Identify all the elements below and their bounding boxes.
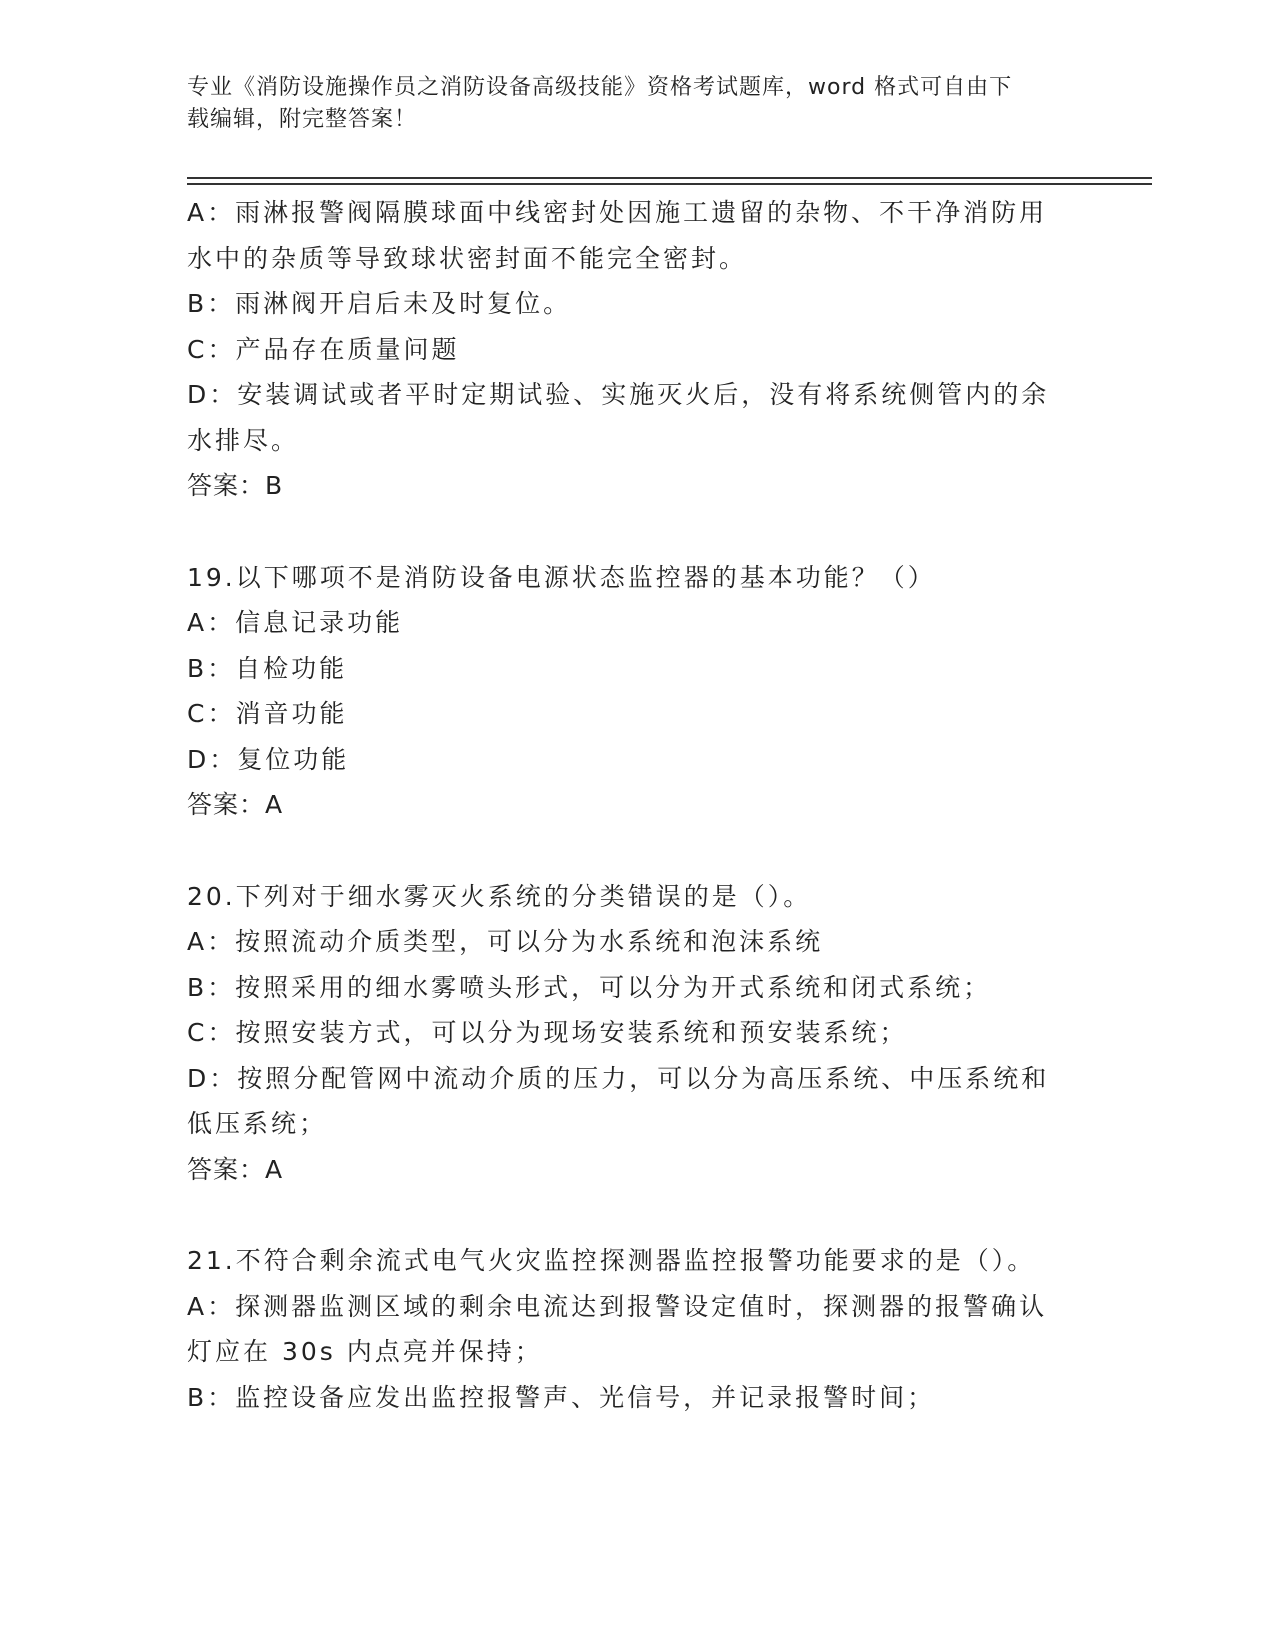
option-d: D：复位功能 xyxy=(187,744,350,774)
option-d-line-2: 低压系统； xyxy=(187,1109,328,1138)
option-a: A：按照流动介质类型，可以分为水系统和泡沫系统 xyxy=(187,927,824,956)
answer: 答案：B xyxy=(187,471,284,500)
question-text: 21.不符合剩余流式电气火灾监控探测器监控报警功能要求的是（）。 xyxy=(187,1246,1036,1275)
header-divider-bottom xyxy=(187,183,1152,185)
spacer xyxy=(187,828,1087,874)
question-19-block xyxy=(187,555,1087,828)
option-d-line-2: 水排尽。 xyxy=(187,425,300,455)
option-c: C：消音功能 xyxy=(187,699,348,728)
option-a-line-2: 水中的杂质等导致球状密封面不能完全密封。 xyxy=(187,243,748,273)
option-a-line-1: A：雨淋报警阀隔膜球面中线密封处因施工遗留的杂物、不干净消防用 xyxy=(187,198,1048,227)
header-line-1: 专业《消防设施操作员之消防设备高级技能》资格考试题库，word 格式可自由下 xyxy=(187,75,1013,100)
option-a-line-1: A：探测器监测区域的剩余电流达到报警设定值时，探测器的报警确认 xyxy=(187,1291,1048,1321)
header-line-2: 载编辑，附完整答案！ xyxy=(187,107,418,132)
option-c: C：按照安装方式，可以分为现场安装系统和预安装系统； xyxy=(187,1018,908,1047)
option-b: B：自检功能 xyxy=(187,653,348,683)
spacer xyxy=(187,509,1087,555)
option-b: B：按照采用的细水雾喷头形式，可以分为开式系统和闭式系统； xyxy=(187,972,992,1002)
question-text: 19.以下哪项不是消防设备电源状态监控器的基本功能？（） xyxy=(187,562,936,592)
question-21-block xyxy=(187,1238,1087,1420)
answer: 答案：A xyxy=(187,790,284,819)
document-header xyxy=(187,72,1067,136)
option-a-line-2: 灯应在 30s 内点亮并保持； xyxy=(187,1337,543,1366)
question-20-block xyxy=(187,874,1087,1193)
option-d-line-1: D：安装调试或者平时定期试验、实施灭火后，没有将系统侧管内的余 xyxy=(187,380,1050,409)
spacer xyxy=(187,1192,1087,1238)
question-list xyxy=(187,190,1087,1420)
question-text: 20.下列对于细水雾灭火系统的分类错误的是（）。 xyxy=(187,881,812,911)
header-divider-top xyxy=(187,177,1152,179)
answer: 答案：A xyxy=(187,1154,284,1184)
option-a: A：信息记录功能 xyxy=(187,608,404,637)
option-b: B：雨淋阀开启后未及时复位。 xyxy=(187,289,572,318)
question-18-block xyxy=(187,190,1087,509)
option-d-line-1: D：按照分配管网中流动介质的压力，可以分为高压系统、中压系统和 xyxy=(187,1063,1050,1093)
option-b: B：监控设备应发出监控报警声、光信号，并记录报警时间； xyxy=(187,1382,936,1412)
option-c: C：产品存在质量问题 xyxy=(187,334,460,364)
